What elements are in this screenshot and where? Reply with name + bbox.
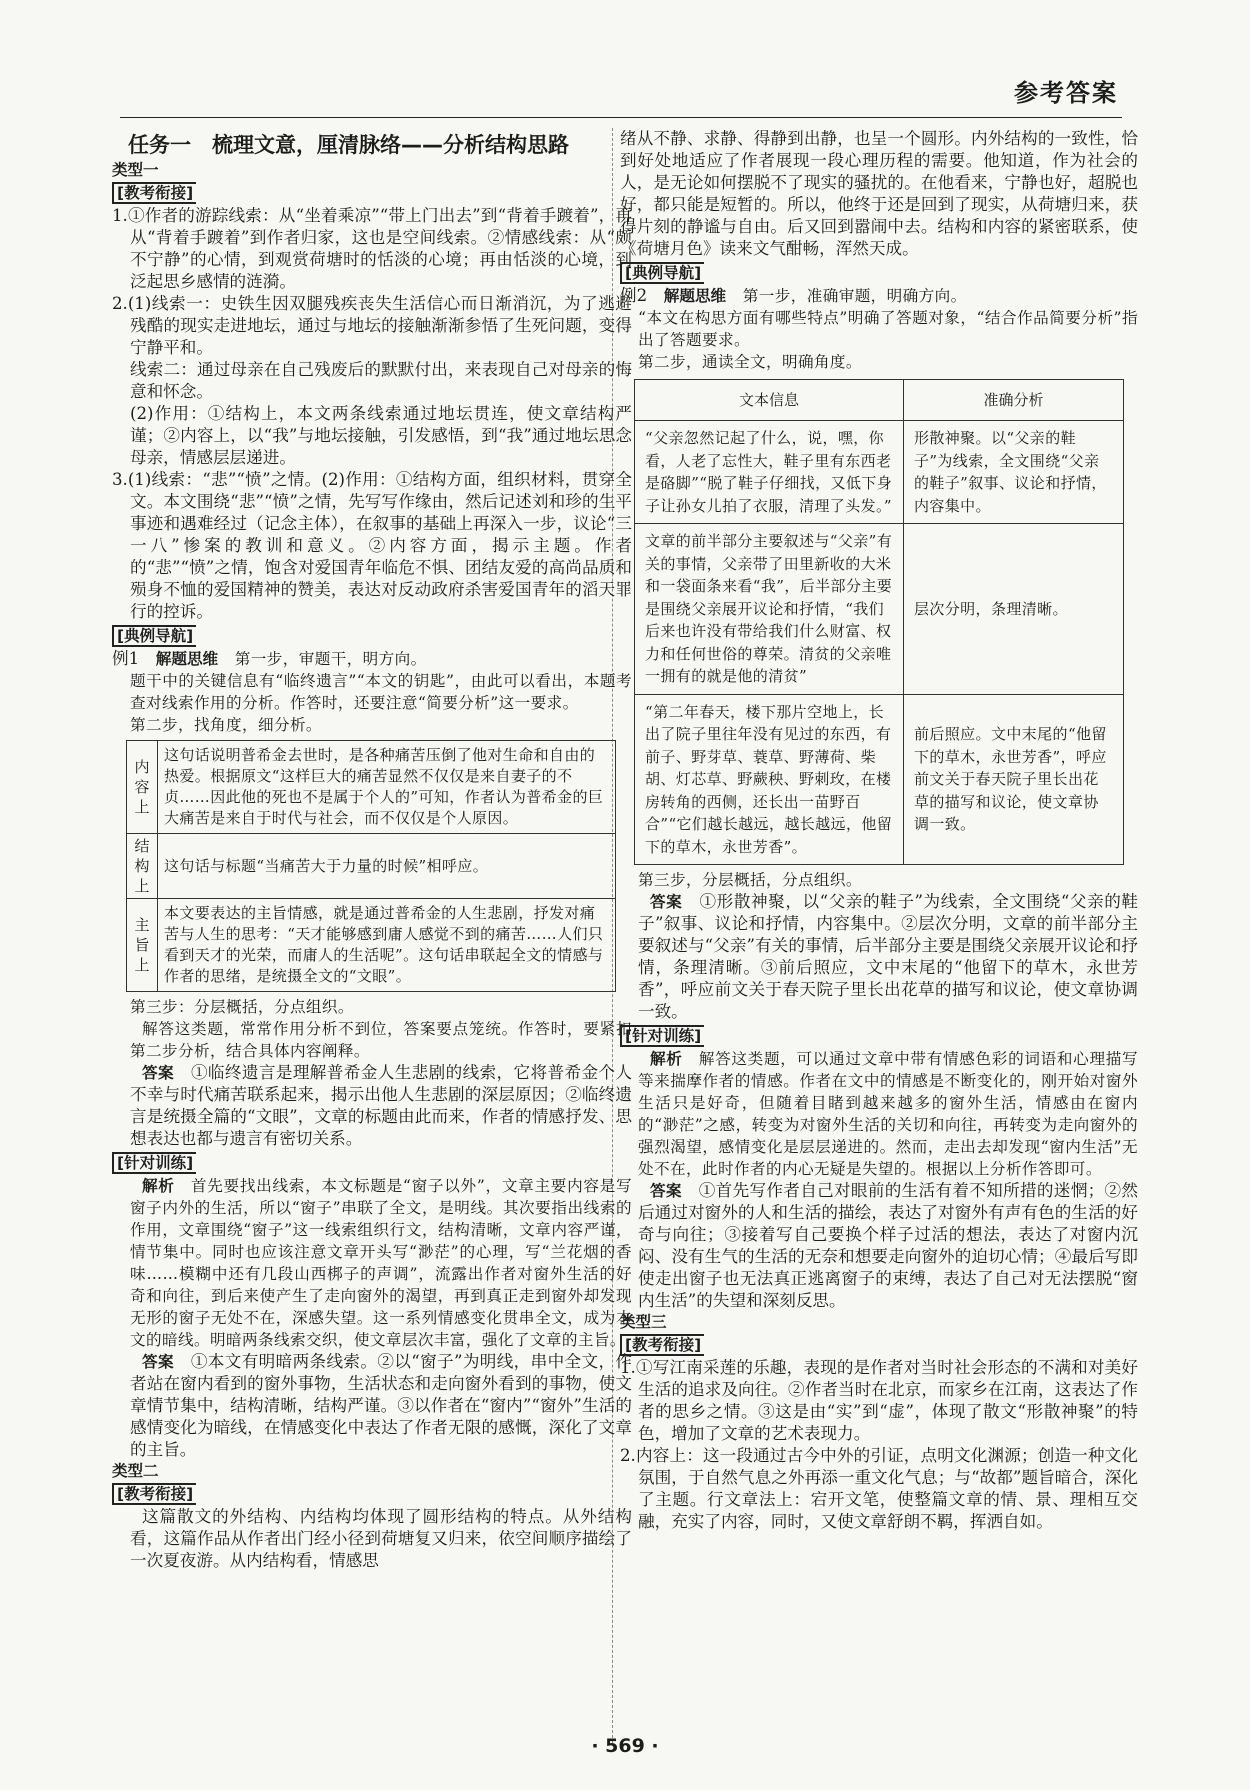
left-column: [112, 128, 632, 1748]
jiaokao-label: [教考衔接]: [112, 182, 196, 204]
answer-text: ①临终遗言是理解普希金人生悲剧的线索，它将普希金个人不幸与时代痛苦联系起来，揭示出他人生悲剧的深层原因；②临终遗言是统摄全篇的“文眼”，文章的标题由此而来，作者的情感抒发、思想表达也都与遗言有密切关系。: [130, 1063, 632, 1148]
table-row: [635, 421, 1124, 524]
training-1-answer: [112, 1351, 632, 1461]
table-header-row: [635, 380, 1124, 421]
zhendui-label: [针对训练]: [112, 1152, 196, 1174]
example-1-step-2: 第二步，找角度，细分析。: [130, 716, 322, 734]
item-1: 1.①作者的游踪线索：从“坐着乘凉”“带上门出去”到“背着手踱着”，再从“背着手踱着”到作者归家，这也是空间线索。②情感线索：从“颇不宁静”的心情，到观赏荷塘时的恬淡的心境；再由恬淡的心境，到泛起思乡感情的涟漪。: [112, 206, 632, 291]
zhendui-label-2: [针对训练]: [620, 1025, 704, 1047]
table-cell-analysis: 形散神聚。以“父亲的鞋子”为线索，全文围绕“父亲的鞋子”叙事、议论和抒情，内容集中。: [903, 421, 1123, 524]
table-cell-analysis: 前后照应。文中末尾的“他留下的草木，永世芳香”，呼应前文关于春天院子里长出花草的描写和议论，使文章协调一致。: [903, 694, 1123, 865]
table-row: [127, 741, 616, 834]
header-title: 参考答案: [1014, 79, 1118, 107]
example-2-step-2: 第二步，通读全文，明确角度。: [638, 353, 862, 371]
table-row-text: 这句话与标题“当痛苦大于力量的时候”相呼应。: [158, 834, 616, 899]
table-row: [127, 834, 616, 899]
item-2-clue-1: 2.(1)线索一：史铁生因双腿残疾丧失生活信心而日渐消沉，为了逃避残酷的现实走进地坛，通过与地坛的接触渐渐参悟了生死问题，变得宁静平和。: [112, 294, 632, 357]
table-row: [635, 524, 1124, 695]
example-2-step-3: 第三步，分层概括，分点组织。: [638, 871, 862, 889]
training-1-analysis: [112, 1175, 632, 1351]
table-row-head: 内容上: [127, 741, 158, 834]
table-header-cell: 准确分析: [903, 380, 1123, 421]
example-1-think-label: 解题思维: [155, 650, 219, 668]
table-row-head: 结构上: [127, 834, 158, 899]
example-2-heading: [620, 285, 1138, 307]
example-1-heading: [112, 648, 632, 670]
task-title: 任务一 梳理文意，厘清脉络——分析结构思路: [128, 133, 569, 157]
page-number: · 569 ·: [591, 1735, 659, 1757]
table-row-text: 这句话说明普希金去世时，是各种痛苦压倒了他对生命和自由的热爱。根据原文“这样巨大的痛苦显然不仅仅是来自妻子的不贞……因此他的死也不是属于个人的”可知，作者认为普希金的巨大痛苦是来自于时代与社会，而不仅仅是个人原因。: [158, 741, 616, 834]
analysis-text: 首先要找出线索，本文标题是“窗子以外”，文章主要内容是写窗子内外的生活，所以“窗子”串联了全文，是明线。其次要指出线索的作用，文章围绕“窗子”这一线索组织行文，结构清晰，文章内容严谨，情节集中。同时也应该注意文章开头写“渺茫”的心理，写“兰花烟的香味……模糊中还有几段山西梆子的声调”，流露出作者对窗外生活的好奇和向往，到后来使产生了走向窗外的渴望，再到真正走到窗外却发现无形的窗子无处不在，深感失望。这一系列情感变化贯串全文，成为本文的暗线。明暗两条线索交织，使文章层次丰富，强化了文章的主旨。: [130, 1177, 632, 1349]
example-1-step-1-text: 题干中的关键信息有“临终遗言”“本文的钥匙”，由此可以看出，本题考查对线索作用的分析。作答时，还要注意“简要分析”这一要求。: [130, 672, 632, 712]
item-2-clue-2: 线索二：通过母亲在自己残废后的默默付出，来表现自己对母亲的悔意和怀念。: [130, 360, 632, 401]
example-2-answer: [620, 891, 1138, 1023]
analysis-text: 解答这类题，可以通过文章中带有情感色彩的词语和心理描写等来揣摩作者的情感。作者在文中的情感是不断变化的，刚开始对窗外生活只是好奇，但随着目睹到越来越多的窗外生活，情感由在窗内的“渺茫”之感，转变为对窗外生活的关切和向往，再转变为走向窗外的强烈渴望，感情变化是层层递进的。然而，走出去却发现“窗内生活”无处不在，此时作者的内心无疑是失望的。根据以上分析作答即可。: [638, 1050, 1138, 1178]
answer-label: 答案: [142, 1353, 174, 1371]
training-2-analysis: [620, 1048, 1138, 1180]
table-row: [635, 694, 1124, 865]
table-cell-info: “第二年春天，楼下那片空地上，长出了院子里往年没有见过的东西，有前子、野芽草、蓑草、野薄荷、柴胡、灯芯草、野蕨秧、野刺玫，在楼房转角的西侧，还长出一苗野百合”“它们越长越远，越长越远，他留下的草木，永世芳香”。: [635, 694, 904, 865]
item-2-function: (2)作用：①结构上，本文两条线索通过地坛贯连，使文章结构严谨；②内容上，以“我”与地坛接触，引发感悟，到“我”通过地坛思念母亲，情感层层递进。: [130, 404, 632, 467]
type-three-item-1: 1.①写江南采莲的乐趣，表现的是作者对当时社会形态的不满和对美好生活的追求及向往。②作者当时在北京，而家乡在江南，这表达了作者的思乡之情。③这是由“实”到“虚”，体现了散文“形散神聚”的特色，增加了文章的艺术表现力。: [620, 1358, 1138, 1443]
table-cell-info: 文章的前半部分主要叙述与“父亲”有关的事情，父亲带了田里新收的大米和一袋面条来看“我”，后半部分主要是围绕父亲展开议论和抒情，“我们后来也许没有带给我们什么财富、权力和任何世俗的尊荣。清贫的父亲唯一拥有的就是他的清贫”: [635, 524, 904, 695]
example-1-table: [126, 740, 616, 992]
example-1-step-3-text: 解答这类题，常常作用分析不到位，答案要点笼统。作答时，要紧扣第二步分析，结合具体内容阐释。: [130, 1020, 632, 1060]
answer-label: 答案: [650, 1182, 682, 1200]
example-2-think-label: 解题思维: [663, 287, 727, 305]
table-row: [127, 899, 616, 992]
item-3: 3.(1)线索：“悲”“愤”之情。(2)作用：①结构方面，组织材料，贯穿全文。本文围绕“悲”“愤”之情，先写写作缘由，然后记述刘和珍的生平事迹和遇难经过（记念主体），在叙事的基础上再深入一步，议论“三一八”惨案的教训和意义。②内容方面，揭示主题。作者的“悲”“愤”之情，饱含对爱国青年临危不惧、团结友爱的高尚品质和殒身不恤的爱国精神的赞美，表达对反动政府杀害爱国青年的滔天罪行的控诉。: [112, 470, 632, 621]
answer-text: ①形散神聚，以“父亲的鞋子”为线索，全文围绕“父亲的鞋子”叙事、议论和抒情，内容集中。②层次分明，文章的前半部分主要叙述与“父亲”有关的事情，后半部分主要是围绕父亲展开议论和抒情，条理清晰。③前后照应，文中末尾的“他留下的草木，永世芳香”，呼应前文关于春天院子里长出花草的描写和议论，使文章协调一致。: [638, 892, 1138, 1021]
type-two-text: 这篇散文的外结构、内结构均体现了圆形结构的特点。从外结构看，这篇作品从作者出门经小径到荷塘复又归来，依空间顺序描绘了一次夏夜游。从内结构看，情感思: [130, 1507, 632, 1570]
table-cell-info: “父亲忽然记起了什么，说，嘿，你看，人老了忘性大，鞋子里有东西老是硌脚”“脱了鞋子仔细找，又低下身子让孙女儿拍了衣服，清理了头发。”: [635, 421, 904, 524]
jiaokao-label-2: [教考衔接]: [112, 1483, 196, 1505]
header-rule: [120, 117, 1122, 118]
example-1-step-1: 第一步，审题干，明方向。: [234, 650, 427, 668]
answer-text: ①本文有明暗两条线索。②以“窗子”为明线，串中全文，作者站在窗内看到的窗外事物，生活状态和走向窗外看到的事物，使文章情节集中，结构清晰，结构严谨。③以作者在“窗内”“窗外”生活的感情变化为暗线，在情感变化中表达了作者无限的感慨，深化了文章的主旨。: [130, 1352, 632, 1459]
example-1-step-3: 第三步：分层概括，分点组织。: [130, 998, 354, 1016]
table-header-cell: 文本信息: [635, 380, 904, 421]
table-cell-analysis: 层次分明，条理清晰。: [903, 524, 1123, 695]
example-2-label: 例2: [620, 286, 648, 305]
example-2-step-1-text: “本文在构思方面有哪些特点”明确了答题对象，“结合作品简要分析”指出了答题要求。: [638, 309, 1138, 349]
jiaokao-label-3: [教考衔接]: [620, 1334, 704, 1356]
type-two-label: 类型二: [112, 1462, 159, 1480]
dianli-label-2: [典例导航]: [620, 262, 704, 284]
analysis-label: 解析: [650, 1050, 683, 1068]
type-two-text-continued: 绪从不静、求静、得静到出静，也呈一个圆形。内外结构的一致性，恰到好处地适应了作者展现一段心理历程的需要。他知道，作为社会的人，是无论如何摆脱不了现实的骚扰的。在他看来，宁静也好，超脱也好，都只能是短暂的。所以，他终于还是回到了现实，从荷塘归来，获得片刻的静谧与自由。后又回到嚣闹中去。结构和内容的紧密联系，使《荷塘月色》读来文气酣畅，浑然天成。: [620, 129, 1138, 258]
dianli-label: [典例导航]: [112, 625, 196, 647]
example-2-table: [634, 379, 1124, 865]
type-three-label: 类型三: [620, 1313, 667, 1331]
answer-label: 答案: [142, 1064, 174, 1082]
analysis-label: 解析: [142, 1177, 175, 1195]
example-1-answer: [112, 1062, 632, 1150]
table-row-text: 本文要表达的主旨情感，就是通过普希金的人生悲剧，抒发对痛苦与人生的思考：“天才能够感到庸人感觉不到的痛苦……人们只看到天才的光荣，而庸人的生活呢”。这句话串联起全文的情感与作者的思绪，是统摄全文的“文眼”。: [158, 899, 616, 992]
right-column: [620, 128, 1138, 1748]
example-1-label: 例1: [112, 649, 140, 668]
training-2-answer: [620, 1180, 1138, 1312]
type-three-item-2: 2.内容上：这一段通过古今中外的引证，点明文化渊源；创造一种文化氛围，于自然气息之外再添一重文化气息；与“故都”题旨暗合，深化了主题。行文章法上：宕开文笔，使整篇文章的情、景、理相互交融，充实了内容，同时，又使文章舒朗不羁，挥洒自如。: [620, 1446, 1138, 1531]
table-row-head: 主旨上: [127, 899, 158, 992]
type-one-label: 类型一: [112, 161, 159, 179]
example-2-step-1: 第一步，准确审题，明确方向。: [742, 287, 967, 305]
answer-label: 答案: [650, 893, 683, 911]
answer-text: ①首先写作者自己对眼前的生活有着不知所措的迷惘；②然后通过对窗外的人和生活的描绘，表达了对窗外有声有色的生活的好奇与向往；③接着写自己要换个样子过活的想法，表达了对窗内沉闷、没有生气的生活的无奈和想要走向窗外的迫切心情；④最后写即使走出窗子也无法真正逃离窗子的束缚，表达了自己对无法摆脱“窗内生活”的失望和深刻反思。: [638, 1181, 1138, 1310]
